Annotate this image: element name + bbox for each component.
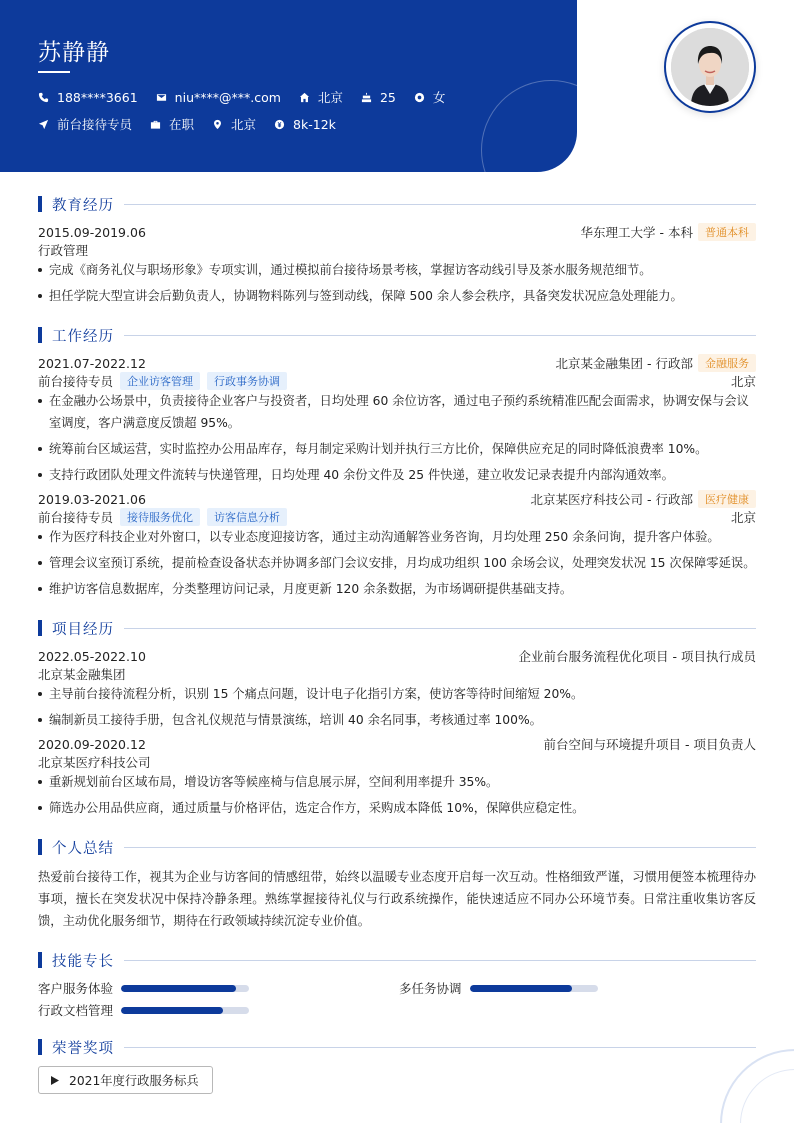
work-location: 北京 xyxy=(730,374,756,389)
work-bullet: 作为医疗科技企业对外窗口，以专业态度迎接访客，通过主动沟通解答业务咨询，月均处理 250 余条问询，提升客户体验。 xyxy=(38,526,756,548)
salary-text: 8k-12k xyxy=(293,116,336,132)
section-skills xyxy=(38,951,756,969)
project-date: 2022.05-2022.10 xyxy=(38,648,146,664)
skill-item xyxy=(38,979,249,997)
triangle-right-icon xyxy=(51,1076,59,1085)
education-bullet: 担任学院大型宣讲会后勤负责人，协调物料陈列与签到动线，保障 500 余人参会秩序，具备突发状况应急处理能力。 xyxy=(38,285,756,307)
project-bullet: 编制新员工接待手册，包含礼仪规范与情景演练，培训 40 余名同事，考核通过率 100%。 xyxy=(38,709,756,731)
avatar xyxy=(671,28,749,106)
project-bullet: 重新规划前台区域布局，增设访客等候座椅与信息展示屏，空间利用率提升 35%。 xyxy=(38,771,756,793)
name-underline xyxy=(38,71,70,73)
city-text: 北京 xyxy=(317,90,343,105)
project-name: 前台空间与环境提升项目 - 项目负责人 xyxy=(543,737,756,752)
skill-level-bar xyxy=(121,985,249,992)
work-location: 北京 xyxy=(730,510,756,525)
skill-item xyxy=(38,1001,249,1019)
avatar-portrait-icon xyxy=(671,28,749,106)
status-item xyxy=(150,115,194,133)
email-text: niu****@***.com xyxy=(174,89,281,105)
work-header-row xyxy=(38,354,756,372)
job-target-text: 前台接待专员 xyxy=(57,117,133,132)
cake-icon xyxy=(361,92,372,103)
project-org: 北京某医疗科技公司 xyxy=(38,755,151,770)
section-summary xyxy=(38,838,756,856)
project-header-row xyxy=(38,647,756,665)
work-title: 前台接待专员 xyxy=(38,374,114,389)
work-tag: 企业访客管理 xyxy=(120,372,200,390)
section-title-work: 工作经历 xyxy=(52,328,114,345)
work-tag: 访客信息分析 xyxy=(207,508,287,526)
education-school: 华东理工大学 - 本科 xyxy=(580,225,693,240)
contact-row xyxy=(38,88,463,106)
header-banner xyxy=(0,0,577,172)
work-date: 2019.03-2021.06 xyxy=(38,491,146,507)
education-header-row xyxy=(38,223,756,241)
job-target-item xyxy=(38,115,132,133)
money-icon xyxy=(274,119,285,130)
work-title: 前台接待专员 xyxy=(38,510,114,525)
summary-text: 热爱前台接待工作，视其为企业与访客间的情感纽带，始终以温暖专业态度开启每一次互动。性格细致严谨，习惯用便签本梳理待办事项，擅长在突发状况中保持冷静条理。熟练掌握接待礼仪与行政系统操作，能快速适应不同办公环境节奏。日常注重收集访客反馈，主动优化服务细节，期待在行政领域持续沉淀专业价值。 xyxy=(38,870,756,928)
work-industry-badge: 金融服务 xyxy=(698,354,756,372)
phone-icon xyxy=(38,92,49,103)
education-major: 行政管理 xyxy=(38,243,89,258)
project-org: 北京某金融集团 xyxy=(38,667,126,682)
location-pin-icon xyxy=(212,119,223,130)
work-company: 北京某金融集团 - 行政部 xyxy=(555,356,693,371)
avatar-frame xyxy=(664,21,756,113)
phone-item xyxy=(38,90,138,105)
project-org-row xyxy=(38,665,756,683)
work-company: 北京某医疗科技公司 - 行政部 xyxy=(530,492,693,507)
skill-level-bar xyxy=(470,985,598,992)
gender-text: 女 xyxy=(432,90,446,105)
project-bullet: 筛选办公用品供应商，通过质量与价格评估，选定合作方，采购成本降低 10%，保障供应稳定性。 xyxy=(38,797,756,819)
section-project xyxy=(38,619,756,637)
honor-item xyxy=(38,1066,213,1094)
education-major-row xyxy=(38,241,756,259)
work-tag: 接待服务优化 xyxy=(120,508,200,526)
section-title-education: 教育经历 xyxy=(52,197,114,214)
section-title-honors: 荣誉奖项 xyxy=(52,1040,114,1057)
city-item xyxy=(299,88,343,106)
skill-name: 行政文档管理 xyxy=(38,1003,114,1018)
gender-item xyxy=(414,88,446,106)
skill-name: 多任务协调 xyxy=(399,981,462,996)
work-title-row xyxy=(38,508,756,526)
project-date: 2020.09-2020.12 xyxy=(38,736,146,752)
work-bullet: 支持行政团队处理文件流转与快递管理，日均处理 40 余份文件及 25 件快递，建立收发记录表提升内部沟通效率。 xyxy=(38,464,756,486)
status-text: 在职 xyxy=(169,117,195,132)
work-bullet: 在金融办公场景中，负责接待企业客户与投资者，日均处理 60 余位访客，通过电子预约系统精准匹配会面需求，协调安保与会议室调度，客户满意度反馈超 95%。 xyxy=(38,390,756,434)
email-icon xyxy=(156,92,167,103)
home-icon xyxy=(299,92,310,103)
work-bullet: 维护访客信息数据库，分类整理访问记录，月度更新 120 余条数据，为市场调研提供基础支持。 xyxy=(38,578,756,600)
work-tag: 行政事务协调 xyxy=(207,372,287,390)
target-city-item xyxy=(212,115,256,133)
project-header-row xyxy=(38,735,756,753)
skill-level-fill xyxy=(121,1007,223,1014)
briefcase-icon xyxy=(150,119,161,130)
skill-name: 客户服务体验 xyxy=(38,981,114,996)
salary-item xyxy=(274,117,336,132)
honor-text: 2021年度行政服务标兵 xyxy=(69,1074,199,1088)
target-city-text: 北京 xyxy=(231,117,257,132)
section-work xyxy=(38,326,756,344)
education-badge: 普通本科 xyxy=(698,223,756,241)
header-decoration-circle xyxy=(481,80,577,172)
gender-icon xyxy=(414,92,425,103)
work-title-row xyxy=(38,372,756,390)
email-item xyxy=(156,90,281,105)
education-date: 2015.09-2019.06 xyxy=(38,224,146,240)
section-title-summary: 个人总结 xyxy=(52,840,114,857)
project-org-row xyxy=(38,753,756,771)
project-name: 企业前台服务流程优化项目 - 项目执行成员 xyxy=(518,649,756,664)
phone-text: 188****3661 xyxy=(57,89,138,105)
skill-level-fill xyxy=(121,985,236,992)
section-honors xyxy=(38,1038,756,1056)
section-education xyxy=(38,195,756,213)
skill-item xyxy=(399,979,598,997)
skill-level-bar xyxy=(121,1007,249,1014)
work-industry-badge: 医疗健康 xyxy=(698,490,756,508)
work-date: 2021.07-2022.12 xyxy=(38,355,146,371)
candidate-name: 苏静静 xyxy=(38,40,110,66)
project-bullet: 主导前台接待流程分析，识别 15 个痛点问题，设计电子化指引方案，使访客等待时间缩短 20%。 xyxy=(38,683,756,705)
section-title-skills: 技能专长 xyxy=(52,953,114,970)
work-header-row xyxy=(38,490,756,508)
job-intent-row xyxy=(38,115,354,133)
section-title-project: 项目经历 xyxy=(52,621,114,638)
work-bullet: 管理会议室预订系统，提前检查设备状态并协调多部门会议安排，月均成功组织 100 余场会议，处理突发状况 15 次保障零延误。 xyxy=(38,552,756,574)
skill-level-fill xyxy=(470,985,572,992)
send-icon xyxy=(38,119,49,130)
age-text: 25 xyxy=(379,89,396,105)
work-bullet: 统筹前台区域运营，实时监控办公用品库存，每月制定采购计划并执行三方比价，保障供应充足的同时降低浪费率 10%。 xyxy=(38,438,756,460)
age-item xyxy=(361,90,396,105)
education-bullet: 完成《商务礼仪与职场形象》专项实训，通过模拟前台接待场景考核，掌握访客动线引导及茶水服务规范细节。 xyxy=(38,259,756,281)
